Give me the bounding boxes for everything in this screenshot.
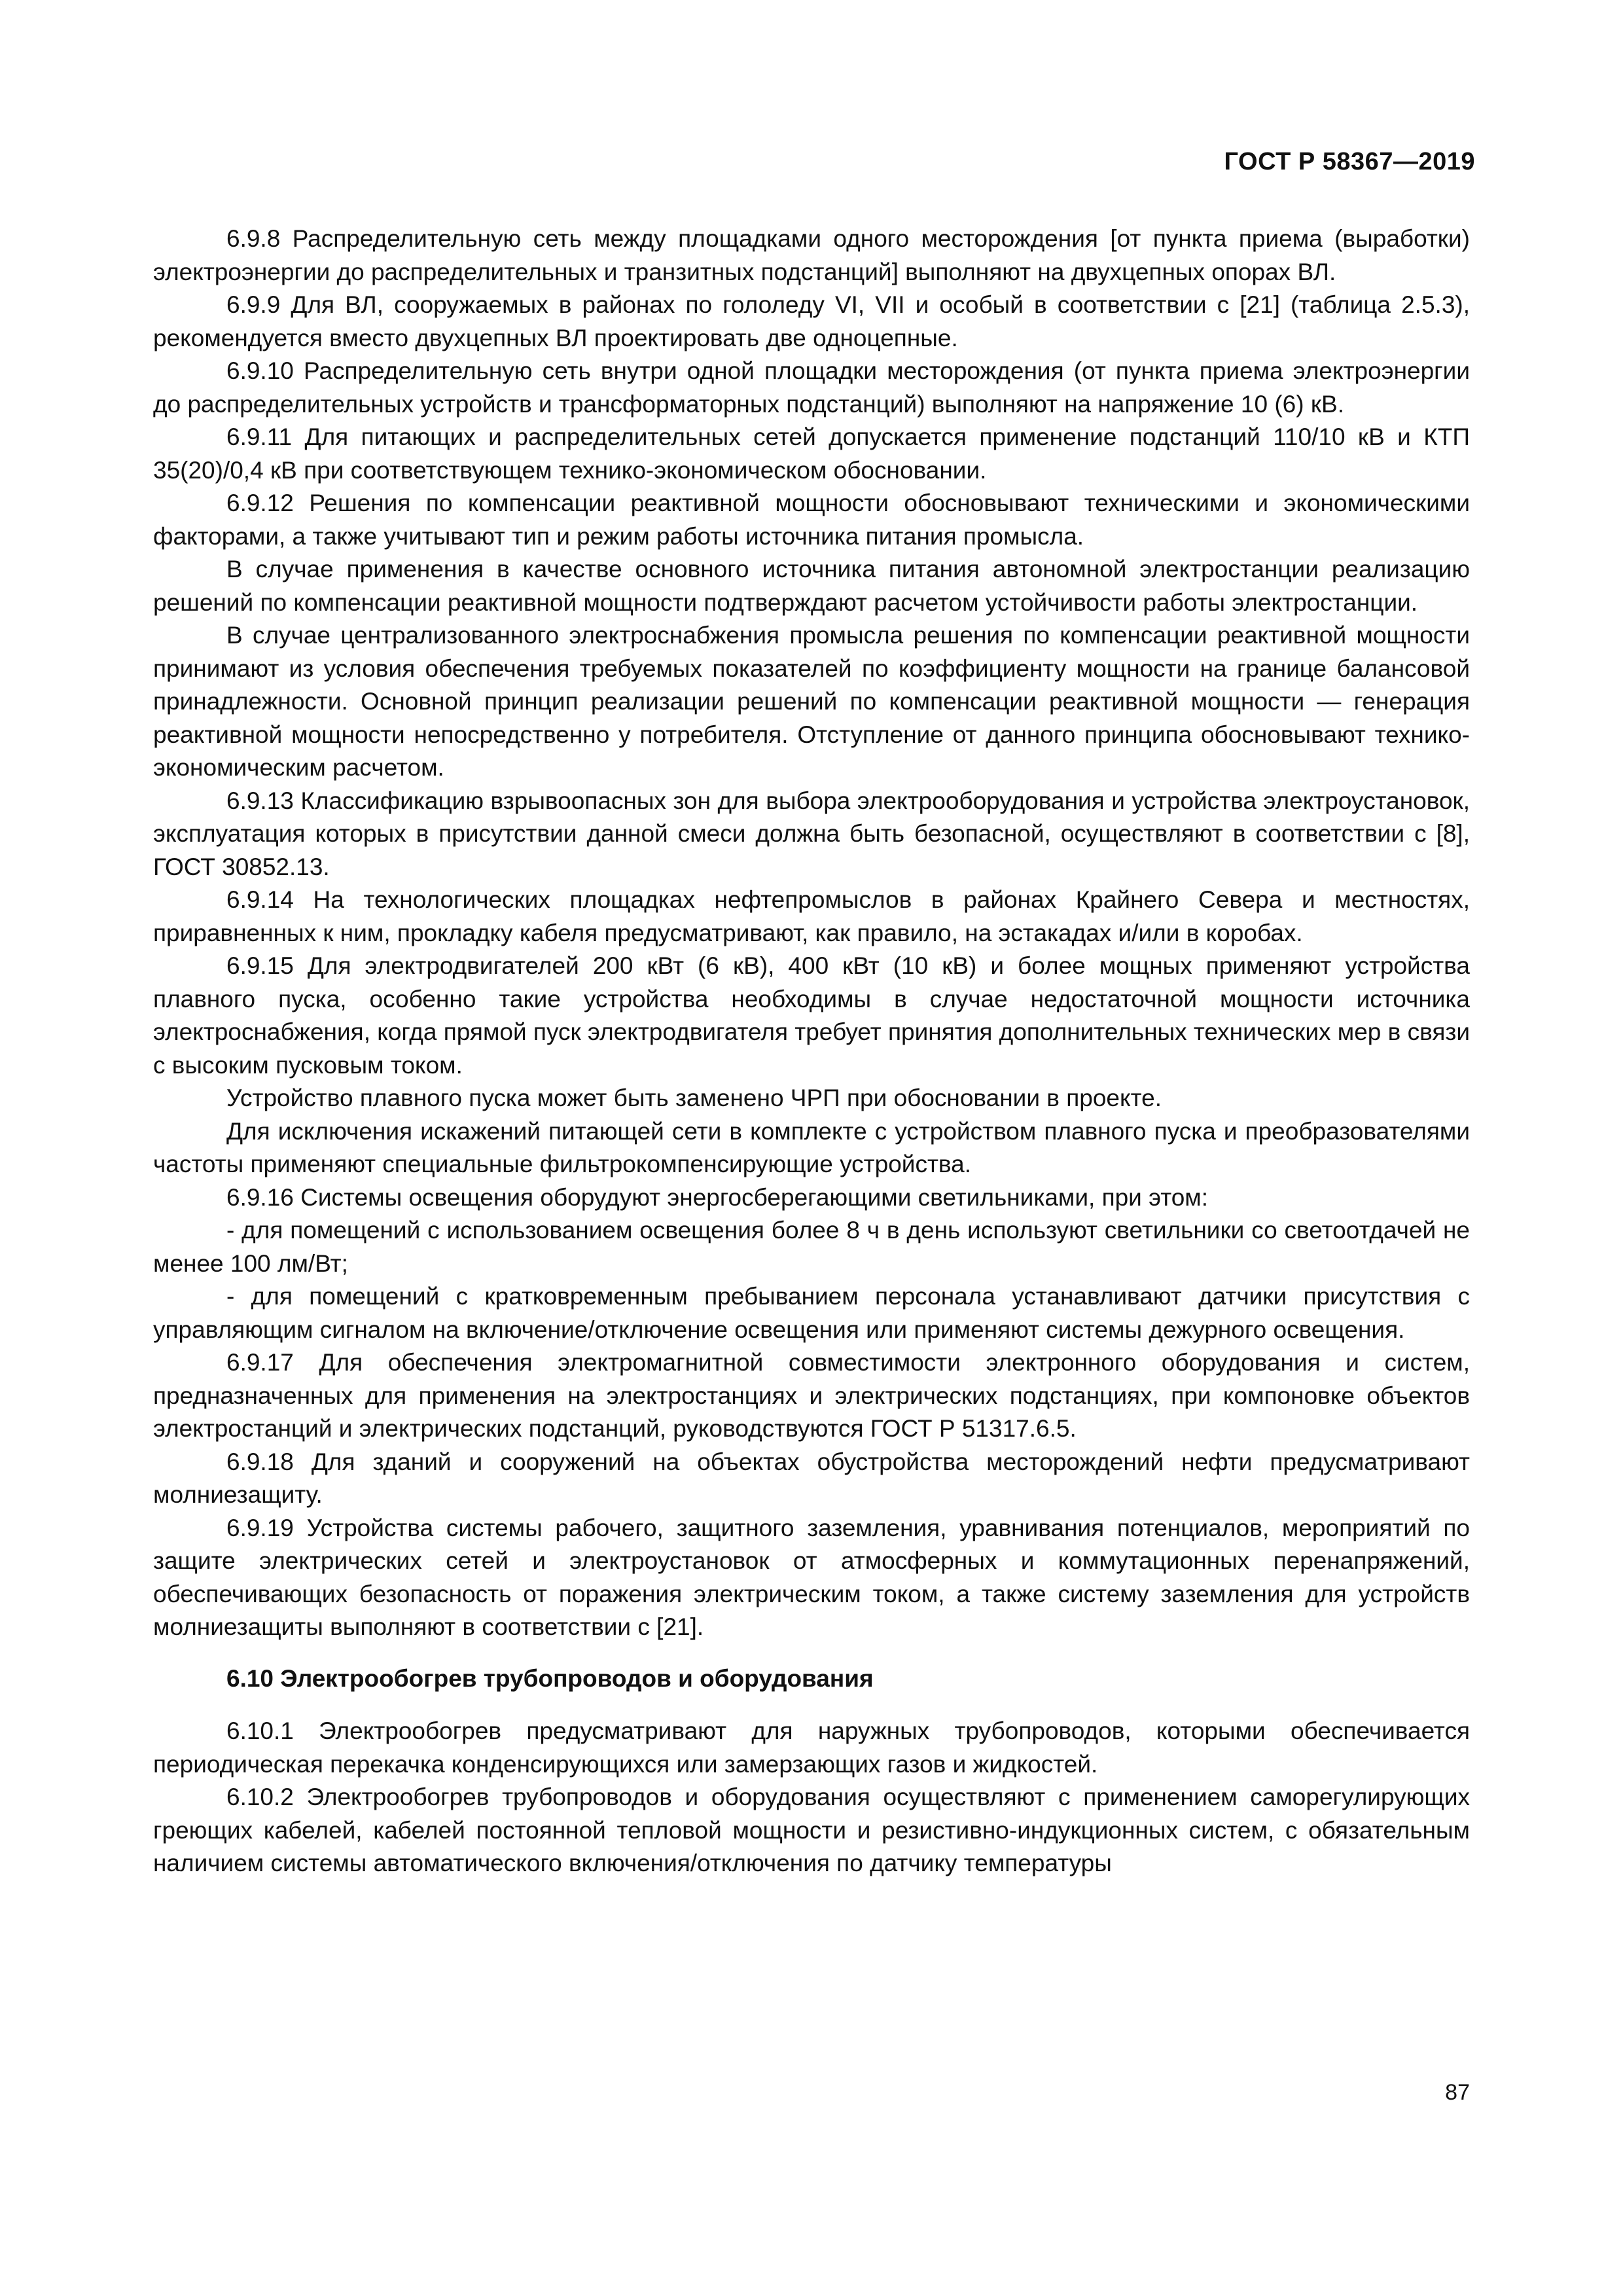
list-item-lighting-8h: - для помещений с использованием освещения более 8 ч в день используют светильники со светоотдачей не менее 100 лм/Вт;	[153, 1217, 1470, 1277]
paragraph-soft-start-replacement: Устройство плавного пуска может быть заменено ЧРП при обосновании в проекте.	[226, 1085, 1162, 1111]
paragraph-filter-devices: Для исключения искажений питающей сети в комплекте с устройством плавного пуска и преобразователями частоты применяют специальные фильтрокомпенсирующие устройства.	[153, 1117, 1470, 1177]
paragraph-6-9-10: 6.9.10 Распределительную сеть внутри одной площадки месторождения (от пункта приема электроэнергии до распределительных устройств и трансформаторных подстанций) выполняют на напряжение 10 (6) кВ.	[153, 357, 1470, 418]
paragraph-6-9-19: 6.9.19 Устройства системы рабочего, защитного заземления, уравнивания потенциалов, мероприятий по защите электрических сетей и электроустановок от атмосферных и коммутационных перенапряжений, обеспечивающих безопасность от поражения электрическим током, а также систему заземления для устройств молниезащиты выполняют в соответствии с [21].	[153, 1514, 1470, 1640]
list-item-presence-sensors: - для помещений с кратковременным пребыванием персонала устанавливают датчики присутствия с управляющим сигналом на включение/отключение освещения или применяют системы дежурного освещения.	[153, 1283, 1470, 1343]
paragraph-6-9-14: 6.9.14 На технологических площадках нефтепромыслов в районах Крайнего Севера и местностях, приравненных к ним, прокладку кабеля предусматривают, как правило, на эстакадах и/или в коробах.	[153, 886, 1470, 946]
paragraph-6-9-11: 6.9.11 Для питающих и распределительных сетей допускается применение подстанций 110/10 кВ и КТП 35(20)/0,4 кВ при соответствующем технико-экономическом обосновании.	[153, 423, 1470, 484]
paragraph-6-9-18: 6.9.18 Для зданий и сооружений на объектах обустройства месторождений нефти предусматривают молниезащиту.	[153, 1448, 1470, 1508]
page-number: 87	[1445, 2080, 1470, 2105]
paragraph-autonomous-station: В случае применения в качестве основного источника питания автономной электростанции реализацию решений по компенсации реактивной мощности подтверждают расчетом устойчивости работы электростанции.	[153, 556, 1470, 616]
paragraph-6-9-17: 6.9.17 Для обеспечения электромагнитной совместимости электронного оборудования и систем, предназначенных для применения на электростанциях и электрических подстанциях, при компоновке объектов электростанций и электрических подстанций, руководствуются ГОСТ Р 51317.6.5.	[153, 1349, 1470, 1442]
paragraph-6-9-15: 6.9.15 Для электродвигателей 200 кВт (6 кВ), 400 кВт (10 кВ) и более мощных применяют устройства плавного пуска, особенно такие устройства необходимы в случае недостаточной мощности источника электроснабжения, когда прямой пуск электродвигателя требует принятия дополнительных технических мер в связи с высоким пусковым током.	[153, 952, 1470, 1079]
paragraph-6-9-13: 6.9.13 Классификацию взрывоопасных зон для выбора электрооборудования и устройства электроустановок, эксплуатация которых в присутствии данной смеси должна быть безопасной, осуществляют в соответствии с [8], ГОСТ 30852.13.	[153, 787, 1470, 880]
paragraph-centralized-supply: В случае централизованного электроснабжения промысла решения по компенсации реактивной мощности принимают из условия обеспечения требуемых показателей по коэффициенту мощности на границе балансовой принадлежности. Основной принцип реализации решений по компенсации реактивной мощности — генерация реактивной мощности непосредственно у потребителя. Отступление от данного принципа обосновывают технико-экономическим расчетом.	[153, 622, 1470, 781]
paragraph-6-10-2: 6.10.2 Электрообогрев трубопроводов и оборудования осуществляют с применением саморегулирующих греющих кабелей, кабелей постоянной тепловой мощности и резистивно-индукционных систем, с обязательным наличием системы автоматического включения/отключения по датчику температуры	[153, 1784, 1470, 1876]
paragraph-6-10-1: 6.10.1 Электрообогрев предусматривают для наружных трубопроводов, которыми обеспечивается периодическая перекачка конденсирующихся или замерзающих газов и жидкостей.	[153, 1717, 1470, 1778]
document-code-header: ГОСТ Р 58367—2019	[1224, 148, 1475, 175]
paragraph-6-9-16: 6.9.16 Системы освещения оборудуют энергосберегающими светильниками, при этом:	[226, 1183, 1209, 1211]
section-heading-6-10: 6.10 Электрообогрев трубопроводов и оборудования	[226, 1664, 874, 1692]
paragraph-6-9-12: 6.9.12 Решения по компенсации реактивной мощности обосновывают техническими и экономическими факторами, а также учитывают тип и режим работы источника питания промысла.	[153, 490, 1470, 550]
document-body	[153, 223, 1470, 1880]
paragraph-6-9-9: 6.9.9 Для ВЛ, сооружаемых в районах по гололеду VI, VII и особый в соответствии с [21] (таблица 2.5.3), рекомендуется вместо двухцепных ВЛ проектировать две одноцепные.	[153, 291, 1470, 351]
paragraph-6-9-8: 6.9.8 Распределительную сеть между площадками одного месторождения [от пункта приема (выработки) электроэнергии до распределительных и транзитных подстанций] выполняют на двухцепных опорах ВЛ.	[153, 225, 1470, 285]
